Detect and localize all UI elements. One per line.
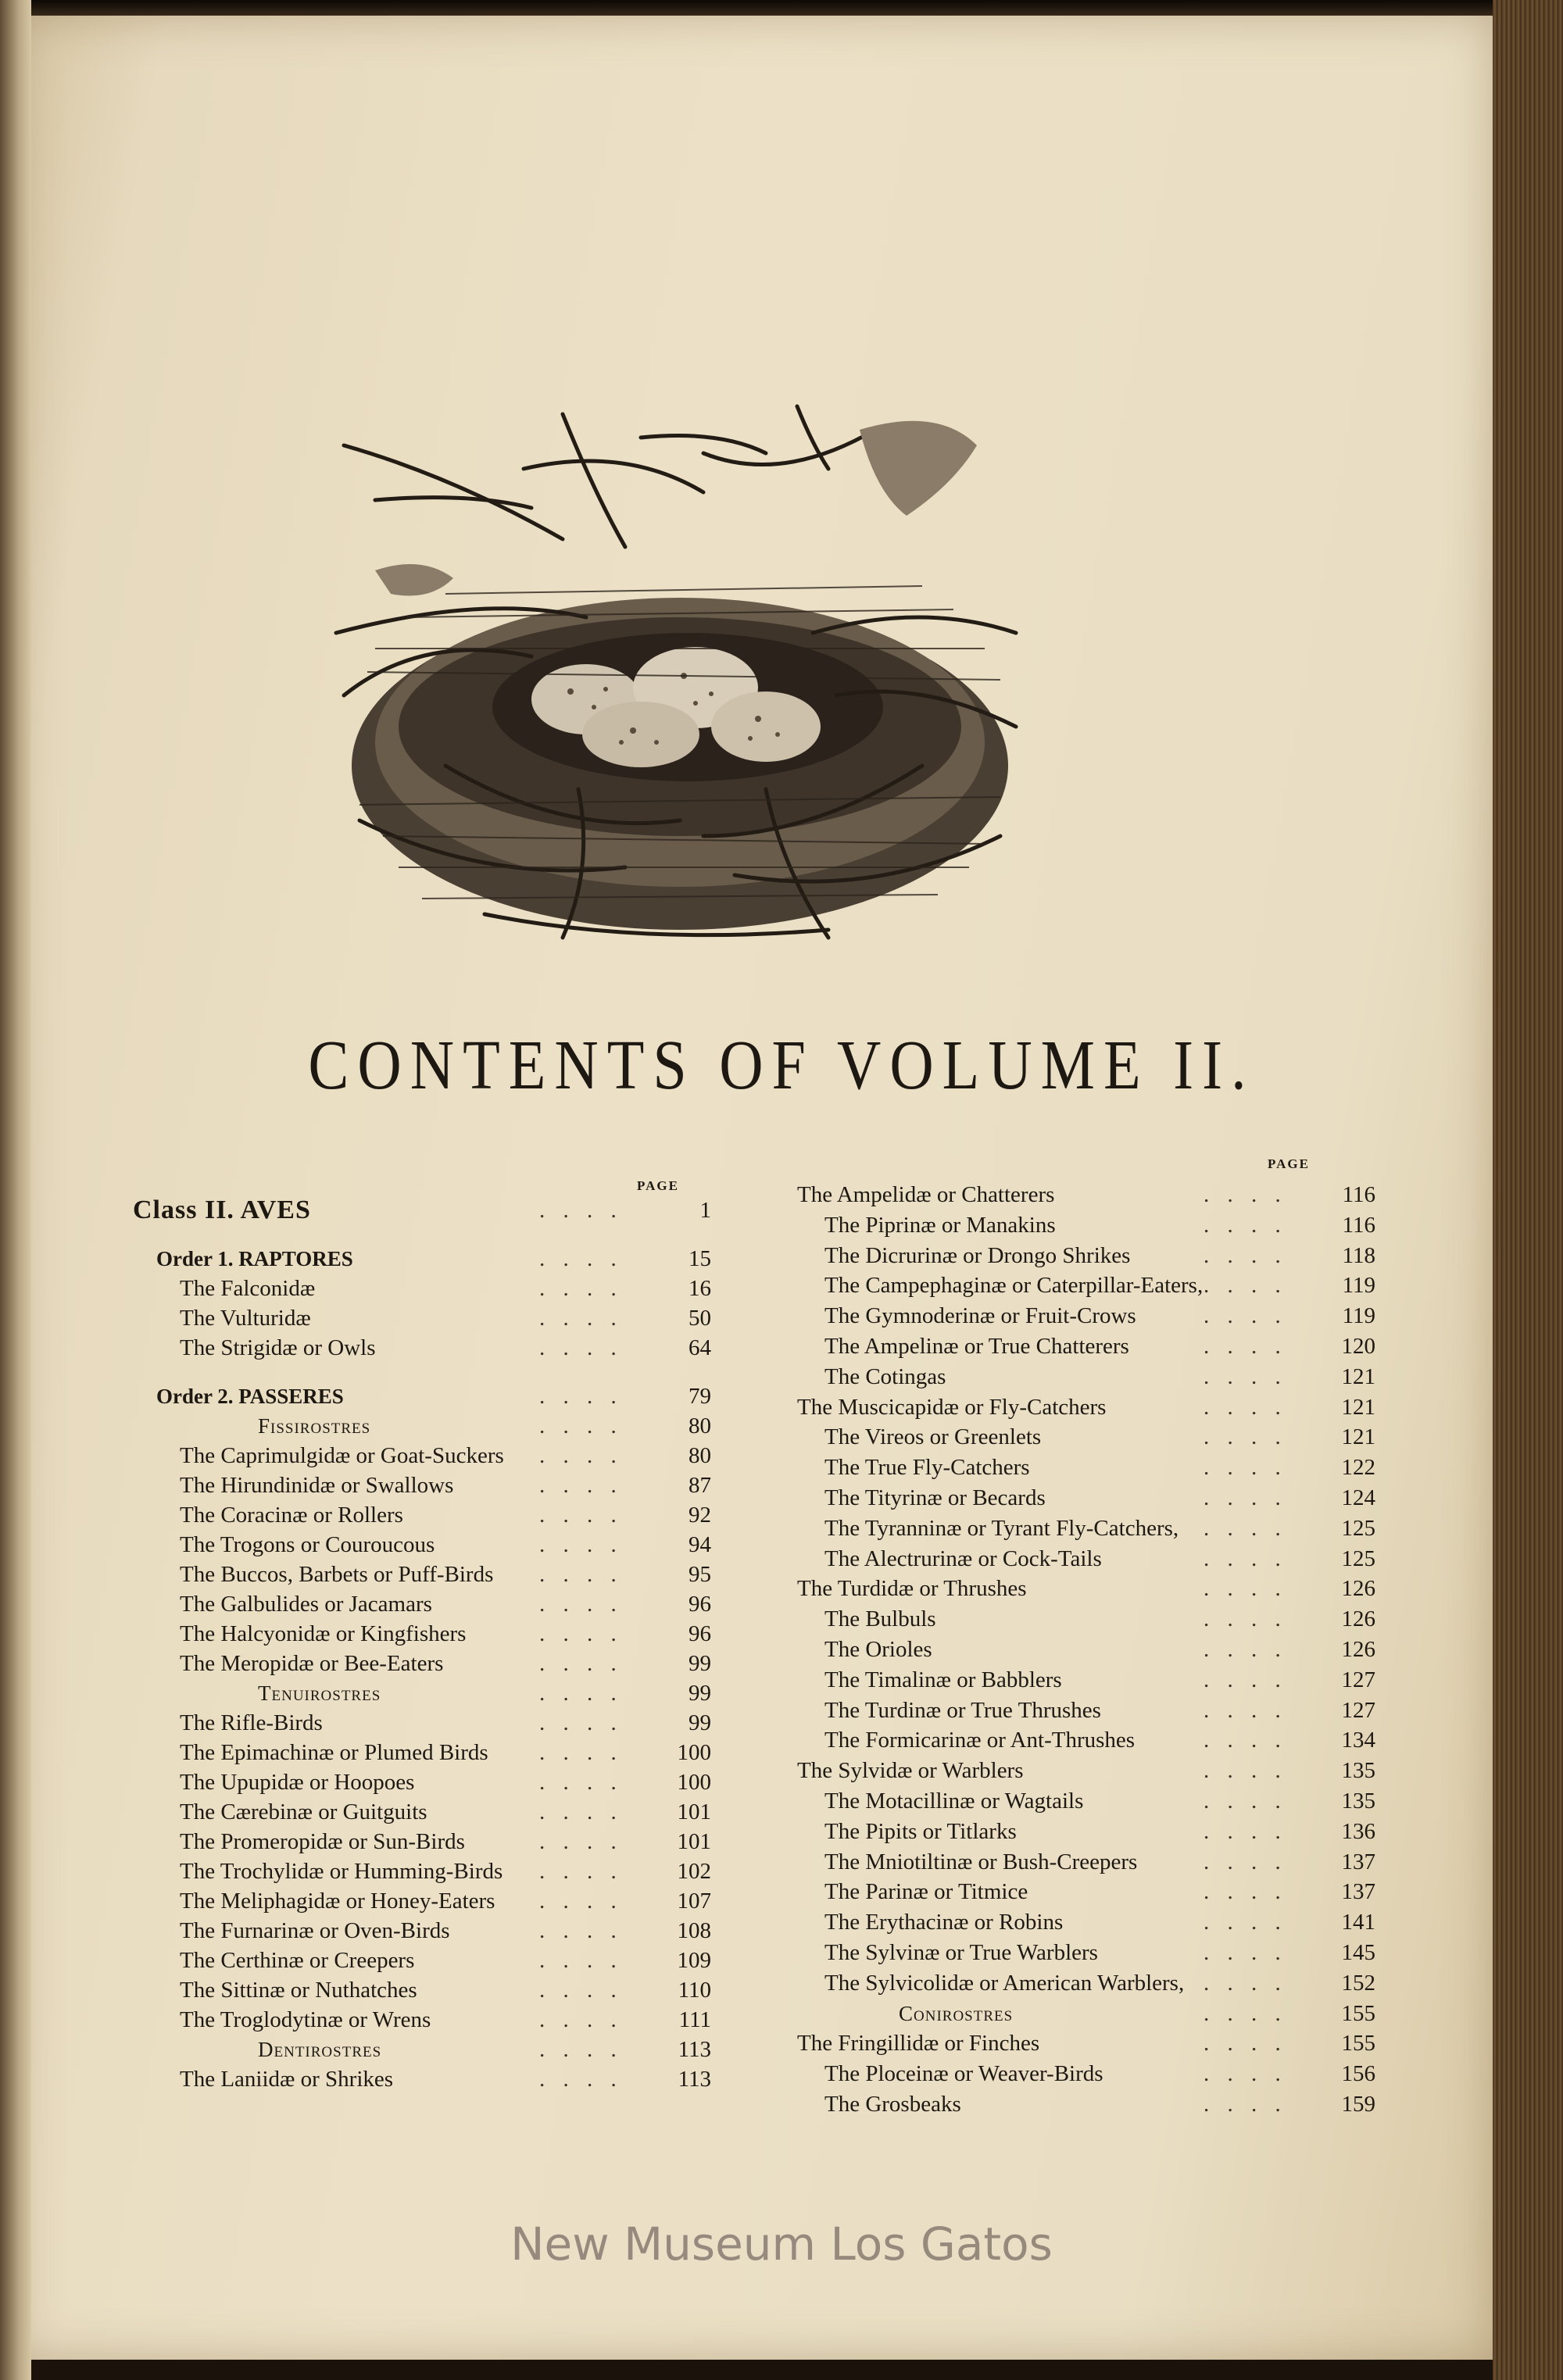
entry-page-number: 110 [678, 1978, 711, 2003]
contents-entry [797, 1604, 1391, 1634]
leader-dots: . . . . [1204, 1606, 1287, 1632]
leader-dots: . . . . [1204, 1818, 1287, 1844]
entry-page-number: 50 [689, 1306, 711, 1331]
leader-dots: . . . . [539, 1889, 623, 1914]
contents-entry [133, 2005, 727, 2035]
leader-dots: . . . . [1204, 2000, 1287, 2026]
entry-page-number: 87 [689, 1473, 711, 1498]
entry-page-number: 95 [689, 1562, 711, 1587]
leader-dots: . . . . [539, 1710, 623, 1735]
contents-entry [133, 1411, 727, 1441]
leader-dots: . . . . [539, 1413, 623, 1438]
entry-page-number: 99 [689, 1681, 711, 1706]
entry-label: The Ampelidæ or Chatterers [797, 1182, 1055, 1207]
entry-label: The Certhinæ or Creepers [180, 1948, 415, 1973]
leader-dots: . . . . [1204, 1879, 1287, 1905]
entry-page-number: 155 [1341, 2031, 1375, 2057]
watermark: New Museum Los Gatos [510, 2217, 1053, 2271]
leader-dots: . . . . [1204, 1667, 1287, 1692]
entry-page-number: 111 [678, 2007, 711, 2032]
entry-page-number: 102 [677, 1859, 711, 1884]
contents-entry [133, 1589, 727, 1619]
entry-page-number: 121 [1341, 1363, 1375, 1389]
leader-dots: . . . . [539, 1770, 623, 1795]
entry-label: The Muscicapidæ or Fly-Catchers [797, 1394, 1107, 1420]
leader-dots: . . . . [539, 2037, 623, 2062]
contents-entry [133, 1441, 727, 1471]
contents-entry [133, 1916, 727, 1946]
contents-entry [797, 1210, 1391, 1240]
contents-entry [797, 1513, 1391, 1543]
contents-entry [797, 1696, 1391, 1725]
contents-entry [133, 2035, 727, 2064]
entry-label: The Epimachinæ or Plumed Birds [180, 1740, 488, 1765]
entry-page-number: 64 [689, 1335, 711, 1360]
contents-entry [133, 1975, 727, 2005]
entry-label: The Tyranninæ or Tyrant Fly-Catchers, [824, 1515, 1179, 1541]
entry-label: The Timalinæ or Babblers [824, 1667, 1062, 1692]
entry-label: The Galbulides or Jacamars [180, 1592, 432, 1617]
leader-dots: . . . . [539, 1829, 623, 1854]
contents-entry [797, 2028, 1391, 2058]
entry-page-number: 119 [1342, 1273, 1375, 1299]
entry-label: The Turdidæ or Thrushes [797, 1576, 1027, 1602]
entry-page-number: 101 [677, 1799, 711, 1824]
page-column-label-left: PAGE [637, 1178, 679, 1193]
entry-page-number: 126 [1341, 1576, 1375, 1602]
entry-page-number: 99 [689, 1651, 711, 1676]
contents-entry [133, 1767, 727, 1797]
leader-dots: . . . . [1204, 1789, 1287, 1814]
leader-dots: . . . . [539, 1443, 623, 1468]
contents-entry [797, 1483, 1391, 1513]
contents-entry [133, 1500, 727, 1530]
moss-tuft [860, 421, 977, 516]
entry-label: The Ampelinæ or True Chatterers [824, 1334, 1129, 1359]
contents-entry [797, 1817, 1391, 1846]
left-page-edge [0, 0, 31, 2380]
entry-label: The Grosbeaks [824, 2092, 961, 2117]
entry-page-number: 127 [1341, 1667, 1375, 1692]
entry-label: The Pipits or Titlarks [824, 1818, 1017, 1844]
entry-page-number: 135 [1341, 1789, 1375, 1814]
entry-page-number: 118 [1342, 1242, 1375, 1268]
contents-entry [797, 1453, 1391, 1482]
contents-entry [797, 1574, 1391, 1603]
contents-entry [797, 1362, 1391, 1392]
leader-dots: . . . . [539, 1384, 623, 1409]
entry-page-number: 94 [689, 1532, 711, 1557]
entry-label: The Coracinæ or Rollers [180, 1503, 403, 1528]
contents-entry [797, 1180, 1391, 1210]
leader-dots: . . . . [539, 1198, 623, 1223]
entry-label: The Mniotiltinæ or Bush-Creepers [824, 1849, 1138, 1874]
entry-page-number: 135 [1341, 1758, 1375, 1784]
entry-label: The Upupidæ or Hoopoes [180, 1770, 415, 1795]
entry-page-number: 145 [1341, 1940, 1375, 1965]
leader-dots: . . . . [539, 1681, 623, 1706]
entry-label: The Meropidæ or Bee-Eaters [180, 1651, 444, 1676]
leader-dots: . . . . [1204, 1697, 1287, 1723]
entry-page-number: 116 [1342, 1182, 1375, 1207]
contents-entry [133, 1560, 727, 1589]
leader-dots: . . . . [1204, 1334, 1287, 1359]
contents-entry [797, 1301, 1391, 1331]
contents-entry [797, 1847, 1391, 1877]
entry-page-number: 79 [689, 1384, 711, 1409]
entry-page-number: 96 [689, 1621, 711, 1646]
contents-entry [797, 1392, 1391, 1422]
leader-dots: . . . . [1204, 1940, 1287, 1965]
entry-label: The Turdinæ or True Thrushes [824, 1697, 1101, 1723]
contents-entry [797, 1665, 1391, 1695]
entry-label: The Meliphagidæ or Honey-Eaters [180, 1889, 495, 1914]
entry-page-number: 119 [1342, 1303, 1375, 1329]
contents-entry [133, 1827, 727, 1856]
leader-dots: . . . . [1204, 1424, 1287, 1450]
entry-label: The Sylvicolidæ or American Warblers, [824, 1970, 1185, 1996]
leader-dots: . . . . [539, 1306, 623, 1331]
entry-page-number: 80 [689, 1413, 711, 1438]
entry-label: The Sylvinæ or True Warblers [824, 1940, 1098, 1965]
entry-label: Fissirostres [258, 1414, 371, 1438]
entry-page-number: 113 [678, 2067, 711, 2092]
entry-label: Dentirostres [258, 2038, 382, 2061]
entry-page-number: 113 [678, 2037, 711, 2062]
leader-dots: . . . . [539, 1621, 623, 1646]
contents-entry [797, 1756, 1391, 1785]
leader-dots: . . . . [539, 1335, 623, 1360]
entry-label: The Bulbuls [824, 1606, 936, 1632]
leader-dots: . . . . [1204, 1910, 1287, 1935]
leader-dots: . . . . [539, 2067, 623, 2092]
entry-label: The Ploceinæ or Weaver-Birds [824, 2061, 1103, 2087]
contents-entry [133, 2064, 727, 2094]
leader-dots: . . . . [539, 2007, 623, 2032]
contents-entry [133, 1530, 727, 1560]
entry-label: The Furnarinæ or Oven-Birds [180, 1918, 450, 1943]
contents-entry [133, 1708, 727, 1738]
entry-label: Order 2. PASSERES [156, 1385, 344, 1408]
contents-entry [133, 1797, 727, 1827]
entry-page-number: 121 [1341, 1424, 1375, 1450]
entry-label: The Erythacinæ or Robins [824, 1910, 1064, 1935]
contents-entry [133, 1303, 727, 1333]
leader-dots: . . . . [539, 1473, 623, 1498]
contents-entry [133, 1274, 727, 1303]
contents-entry [797, 1635, 1391, 1664]
entry-label: The Piprinæ or Manakins [824, 1212, 1056, 1238]
leader-dots: . . . . [539, 1276, 623, 1301]
entry-page-number: 126 [1341, 1637, 1375, 1662]
leader-dots: . . . . [1204, 1394, 1287, 1420]
contents-entry [133, 1471, 727, 1500]
entry-label: Order 1. RAPTORES [156, 1247, 353, 1270]
entry-page-number: 152 [1341, 1970, 1375, 1996]
entry-page-number: 116 [1342, 1212, 1375, 1238]
entry-label: The Laniidæ or Shrikes [180, 2067, 394, 2092]
entry-page-number: 107 [677, 1889, 711, 1914]
entry-page-number: 15 [689, 1246, 711, 1271]
entry-label: The Strigidæ or Owls [180, 1335, 376, 1360]
entry-page-number: 121 [1341, 1394, 1375, 1420]
entry-label: The Caprimulgidæ or Goat-Suckers [180, 1443, 504, 1468]
contents-entry [133, 1946, 727, 1975]
leader-dots: . . . . [1204, 1212, 1287, 1238]
entry-label: Class II. AVES [133, 1195, 311, 1224]
leader-dots: . . . . [1204, 1849, 1287, 1874]
leader-dots: . . . . [539, 1592, 623, 1617]
entry-page-number: 92 [689, 1503, 711, 1528]
entry-label: The Cærebinæ or Guitguits [180, 1799, 427, 1824]
contents-entry [797, 1241, 1391, 1270]
entry-label: The Sylvidæ or Warblers [797, 1758, 1024, 1784]
leader-dots: . . . . [1204, 1303, 1287, 1329]
page-edges [1493, 0, 1563, 2380]
entry-label: The Fringillidæ or Finches [797, 2031, 1040, 2057]
entry-label: The True Fly-Catchers [824, 1455, 1030, 1481]
contents-entry [797, 1331, 1391, 1361]
leader-dots: . . . . [1204, 1273, 1287, 1299]
contents-entry [133, 1678, 727, 1708]
leader-dots: . . . . [1204, 1182, 1287, 1207]
entry-label: The Parinæ or Titmice [824, 1879, 1028, 1905]
entry-label: The Cotingas [824, 1363, 946, 1389]
contents-entry [797, 1422, 1391, 1452]
leader-dots: . . . . [539, 1799, 623, 1824]
contents-entry [797, 1938, 1391, 1967]
entry-page-number: 96 [689, 1592, 711, 1617]
nest-engraving [328, 398, 1039, 992]
leader-dots: . . . . [539, 1246, 623, 1271]
entry-page-number: 125 [1341, 1515, 1375, 1541]
leader-dots: . . . . [1204, 1637, 1287, 1662]
entry-page-number: 137 [1341, 1879, 1375, 1905]
contents-entry [133, 1195, 727, 1225]
nest-illustration [328, 398, 1039, 992]
leader-dots: . . . . [539, 1651, 623, 1676]
leader-dots: . . . . [539, 1859, 623, 1884]
entry-page-number: 141 [1341, 1910, 1375, 1935]
contents-entry [797, 1907, 1391, 1937]
contents-entry [133, 1856, 727, 1886]
leader-dots: . . . . [1204, 1363, 1287, 1389]
entry-label: The Campephaginæ or Caterpillar-Eaters, [824, 1273, 1204, 1299]
contents-entry [133, 1886, 727, 1916]
entry-page-number: 124 [1341, 1485, 1375, 1510]
leader-dots: . . . . [539, 1503, 623, 1528]
leader-dots: . . . . [1204, 1515, 1287, 1541]
leader-dots: . . . . [1204, 1758, 1287, 1784]
entry-label: The Buccos, Barbets or Puff-Birds [180, 1562, 494, 1587]
entry-label: Tenuirostres [258, 1681, 381, 1705]
entry-label: The Dicrurinæ or Drongo Shrikes [824, 1242, 1131, 1268]
contents-entry [797, 1877, 1391, 1907]
contents-entry [133, 1333, 727, 1363]
leader-dots: . . . . [1204, 2061, 1287, 2087]
entry-page-number: 159 [1341, 2092, 1375, 2117]
page-title: CONTENTS OF VOLUME II. [308, 1025, 1255, 1104]
entry-label: The Troglodytinæ or Wrens [180, 2007, 431, 2032]
entry-page-number: 108 [677, 1918, 711, 1943]
entry-page-number: 125 [1341, 1546, 1375, 1571]
leader-dots: . . . . [1204, 1485, 1287, 1510]
entry-label: The Vireos or Greenlets [824, 1424, 1042, 1450]
entry-label: The Hirundinidæ or Swallows [180, 1473, 454, 1498]
entry-label: The Falconidæ [180, 1276, 316, 1301]
leader-dots: . . . . [1204, 1455, 1287, 1481]
entry-page-number: 100 [677, 1770, 711, 1795]
entry-page-number: 100 [677, 1740, 711, 1765]
contents-entry [797, 1270, 1391, 1300]
entry-page-number: 137 [1341, 1849, 1375, 1874]
entry-page-number: 134 [1341, 1728, 1375, 1753]
leader-dots: . . . . [539, 1532, 623, 1557]
entry-page-number: 122 [1341, 1455, 1375, 1481]
book-top-edge [0, 0, 1563, 17]
leader-dots: . . . . [1204, 1970, 1287, 1996]
contents-entry [133, 1649, 727, 1678]
entry-label: The Promeropidæ or Sun-Birds [180, 1829, 465, 1854]
leader-dots: . . . . [1204, 1728, 1287, 1753]
entry-label: The Gymnoderinæ or Fruit-Crows [824, 1303, 1136, 1329]
leader-dots: . . . . [539, 1740, 623, 1765]
contents-entry [797, 1999, 1391, 2028]
page-column-label-right: PAGE [1268, 1156, 1310, 1171]
entry-label: The Halcyonidæ or Kingfishers [180, 1621, 467, 1646]
entry-label: The Orioles [824, 1637, 932, 1662]
entry-label: The Rifle-Birds [180, 1710, 323, 1735]
leader-dots: . . . . [1204, 1576, 1287, 1602]
entry-label: The Trochylidæ or Humming-Birds [180, 1859, 503, 1884]
contents-entry [133, 1244, 727, 1274]
entry-label: The Alectrurinæ or Cock-Tails [824, 1546, 1102, 1571]
entry-label: The Sittinæ or Nuthatches [180, 1978, 417, 2003]
contents-entry [133, 1381, 727, 1411]
contents-entry [797, 1725, 1391, 1755]
leader-dots: . . . . [1204, 2092, 1287, 2117]
leader-dots: . . . . [1204, 2031, 1287, 2057]
entry-label: The Vulturidæ [180, 1306, 311, 1331]
contents-right-column [797, 1180, 1391, 2141]
contents-entry [133, 1738, 727, 1767]
entry-page-number: 109 [677, 1948, 711, 1973]
leader-dots: . . . . [539, 1918, 623, 1943]
egg-icon [711, 691, 821, 762]
entry-label: Conirostres [899, 2001, 1014, 2025]
leader-dots: . . . . [1204, 1242, 1287, 1268]
contents-entry [797, 1786, 1391, 1816]
contents-entry [797, 1968, 1391, 1998]
entry-page-number: 126 [1341, 1606, 1375, 1632]
leader-dots: . . . . [539, 1978, 623, 2003]
contents-entry [797, 2059, 1391, 2089]
egg-icon [582, 702, 699, 767]
leader-dots: . . . . [539, 1562, 623, 1587]
contents-entry [797, 1544, 1391, 1574]
leader-dots: . . . . [1204, 1546, 1287, 1571]
entry-page-number: 101 [677, 1829, 711, 1854]
entry-page-number: 156 [1341, 2061, 1375, 2087]
entry-label: The Formicarinæ or Ant-Thrushes [824, 1728, 1136, 1753]
entry-page-number: 120 [1341, 1334, 1375, 1359]
entry-label: The Motacillinæ or Wagtails [824, 1789, 1084, 1814]
entry-page-number: 136 [1341, 1818, 1375, 1844]
contents-entry [797, 2089, 1391, 2119]
entry-page-number: 16 [689, 1276, 711, 1301]
leader-dots: . . . . [539, 1948, 623, 1973]
contents-entry [133, 1619, 727, 1649]
entry-page-number: 127 [1341, 1697, 1375, 1723]
entry-page-number: 99 [689, 1710, 711, 1735]
entry-page-number: 155 [1341, 2000, 1375, 2026]
entry-label: The Tityrinæ or Becards [824, 1485, 1046, 1510]
entry-page-number: 80 [689, 1443, 711, 1468]
entry-label: The Trogons or Couroucous [180, 1532, 435, 1557]
contents-left-column [133, 1195, 727, 2157]
entry-page-number: 1 [699, 1198, 711, 1223]
